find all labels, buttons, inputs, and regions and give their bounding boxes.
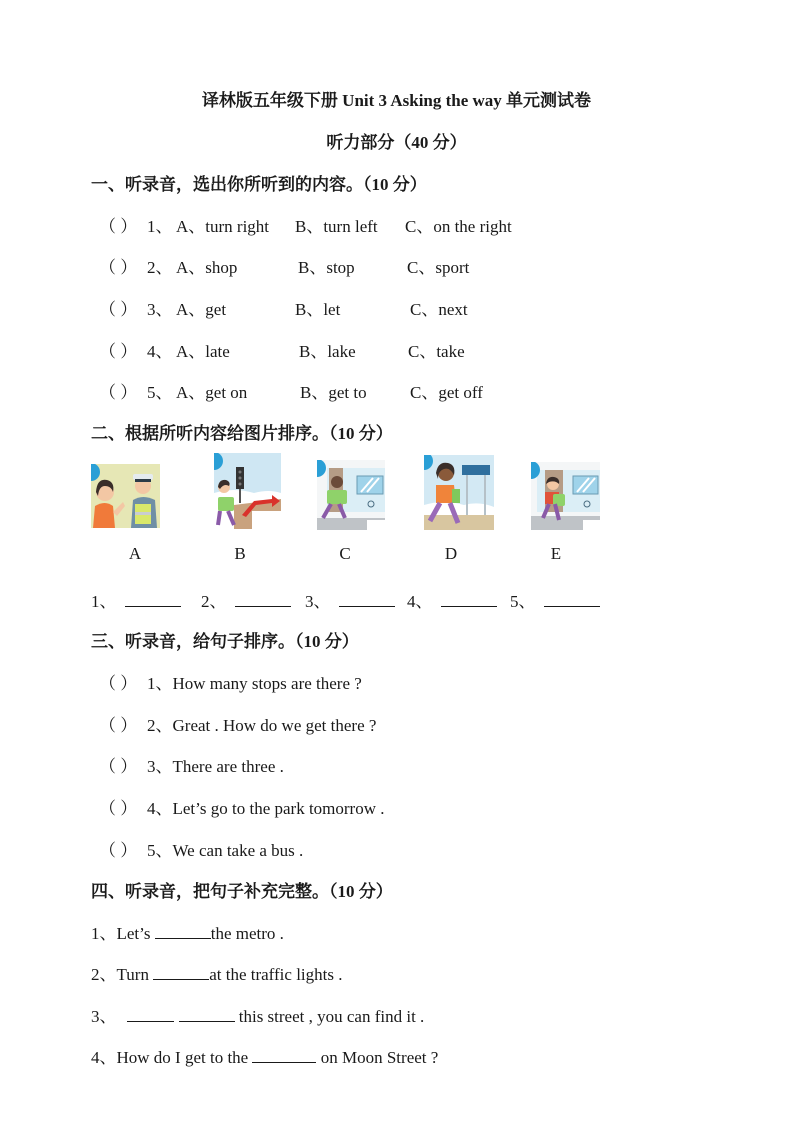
answer-paren[interactable]: （ ）: [99, 716, 138, 735]
sentence-suffix: this street , you can find it .: [234, 1007, 425, 1026]
option-c: C、take: [408, 342, 465, 361]
answer-blank[interactable]: [339, 592, 395, 607]
section4-heading: 四、听录音，把句子补充完整。（10 分）: [91, 882, 393, 901]
picture-label-e: E: [550, 544, 562, 563]
sentence-prefix: 3、: [91, 1007, 117, 1026]
answer-number: 1、: [91, 592, 117, 611]
answer-number: 4、: [407, 592, 433, 611]
answer-number: 5、: [510, 592, 536, 611]
option-b: B、lake: [299, 342, 356, 361]
answer-paren[interactable]: （ ）: [99, 258, 138, 277]
document-subtitle: 听力部分（40 分）: [326, 133, 467, 152]
order-answer-4: [407, 587, 497, 612]
picture-label-d: D: [444, 544, 458, 563]
sentence-text: 3、There are three .: [147, 757, 284, 776]
fill-blank[interactable]: [252, 1048, 316, 1063]
sentence-text: 2、Great . How do we get there ?: [147, 716, 377, 735]
option-c: C、next: [410, 300, 468, 319]
answer-blank[interactable]: [125, 592, 181, 607]
fill-blank[interactable]: [155, 924, 211, 939]
option-c: C、sport: [407, 258, 470, 277]
option-a: A、turn right: [176, 217, 270, 236]
sentence-prefix: 2、Turn: [91, 965, 154, 984]
option-c: C、get off: [410, 383, 483, 402]
section2-heading: 二、根据所听内容给图片排序。（10 分）: [91, 424, 393, 443]
item-number: 1、: [147, 217, 173, 236]
answer-blank[interactable]: [441, 592, 497, 607]
section4-item-4: [91, 1043, 438, 1068]
answer-blank[interactable]: [235, 592, 291, 607]
picture-label-a: A: [128, 544, 142, 563]
item-number: 2、: [147, 258, 173, 277]
section4-item-1: [91, 919, 284, 944]
answer-paren[interactable]: （ ）: [99, 383, 138, 402]
order-answer-2: [201, 587, 291, 612]
boy-getting-off-train-picture: [317, 460, 385, 530]
sentence-text: 5、We can take a bus .: [147, 841, 304, 860]
item-number: 3、: [147, 300, 173, 319]
option-a: A、get: [176, 300, 227, 319]
answer-paren[interactable]: （ ）: [99, 342, 138, 361]
section4-item-3: [91, 1002, 424, 1027]
girl-walking-bus-stop-picture: [424, 455, 494, 530]
order-answer-1: [91, 587, 181, 612]
answer-number: 3、: [305, 592, 331, 611]
boy-traffic-light-turn-right-picture: [214, 453, 281, 529]
sentence-suffix: at the traffic lights .: [209, 965, 343, 984]
answer-paren[interactable]: （ ）: [99, 757, 138, 776]
girl-asking-policeman-picture: [91, 464, 160, 528]
picture-label-c: C: [339, 544, 351, 563]
picture-label-b: B: [234, 544, 246, 563]
item-number: 4、: [147, 342, 173, 361]
fill-blank-2[interactable]: [179, 1007, 235, 1022]
section1-heading: 一、听录音，选出你所听到的内容。（10 分）: [91, 175, 427, 194]
order-answer-5: [510, 587, 600, 612]
fill-blank-1[interactable]: [127, 1007, 174, 1022]
fill-blank[interactable]: [153, 965, 209, 980]
answer-paren[interactable]: （ ）: [99, 799, 138, 818]
section4-item-2: [91, 960, 343, 985]
option-b: B、get to: [300, 383, 367, 402]
sentence-text: 4、Let’s go to the park tomorrow .: [147, 799, 385, 818]
sentence-text: 1、How many stops are there ?: [147, 674, 362, 693]
sentence-suffix: the metro .: [210, 924, 284, 943]
option-b: B、stop: [298, 258, 355, 277]
option-b: B、turn left: [295, 217, 378, 236]
option-c: C、on the right: [405, 217, 512, 236]
section3-heading: 三、听录音，给句子排序。（10 分）: [91, 632, 359, 651]
option-b: B、let: [295, 300, 341, 319]
answer-paren[interactable]: （ ）: [99, 300, 138, 319]
item-number: 5、: [147, 383, 173, 402]
sentence-prefix: 1、Let’s: [91, 924, 155, 943]
girl-getting-off-train-picture: [531, 462, 600, 530]
document-title: 译林版五年级下册 Unit 3 Asking the way 单元测试卷: [201, 91, 592, 110]
sentence-prefix: 4、How do I get to the: [91, 1048, 253, 1067]
option-a: A、shop: [176, 258, 238, 277]
option-a: A、late: [176, 342, 230, 361]
answer-paren[interactable]: （ ）: [99, 217, 138, 236]
answer-paren[interactable]: （ ）: [99, 674, 138, 693]
order-answer-3: [305, 587, 395, 612]
answer-blank[interactable]: [544, 592, 600, 607]
answer-number: 2、: [201, 592, 227, 611]
option-a: A、get on: [176, 383, 248, 402]
answer-paren[interactable]: （ ）: [99, 841, 138, 860]
sentence-suffix: on Moon Street ?: [316, 1048, 439, 1067]
